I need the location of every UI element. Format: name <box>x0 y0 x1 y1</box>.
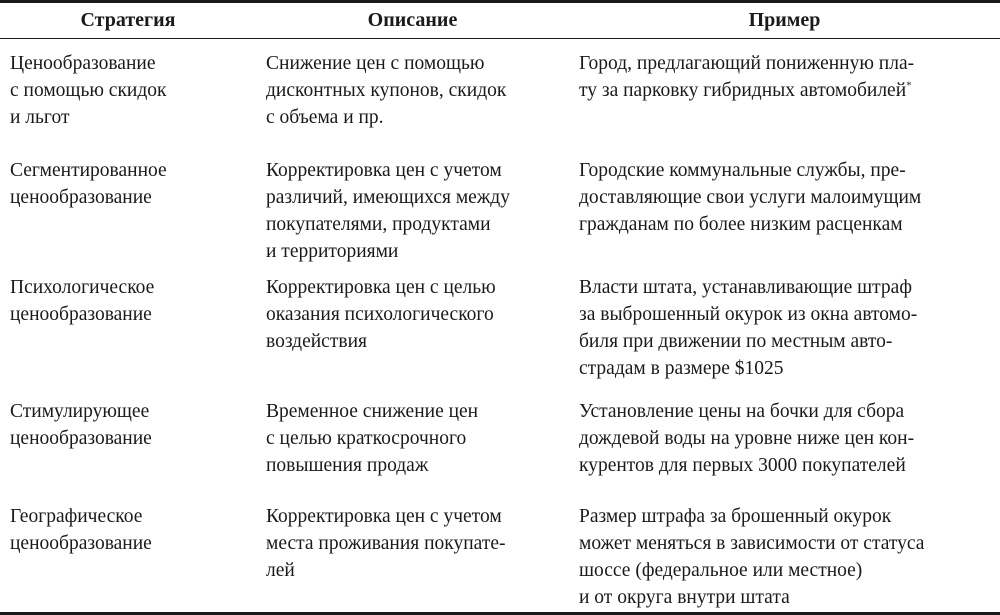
cell-line: курентов для первых 3000 покупателей <box>579 455 906 476</box>
cell-line: различий, имеющихся между <box>266 187 510 208</box>
cell-line: ценообразование <box>10 533 152 554</box>
header-strategy: Стратегия <box>80 9 176 31</box>
cell-line: Географическое <box>10 506 143 527</box>
cell-line: дисконтных купонов, скидок <box>266 80 507 101</box>
cell-example <box>569 266 1000 392</box>
cell-example <box>569 149 1000 266</box>
table-header <box>0 2 1000 39</box>
cell-line: Размер штрафа за брошенный окурок <box>579 506 892 527</box>
cell-strategy <box>0 266 256 392</box>
table-row <box>0 266 1000 392</box>
cell-line: покупателями, продуктами <box>266 214 491 235</box>
cell-line: и от округа внутри штата <box>579 587 790 608</box>
cell-line: Стимулирующее <box>10 401 150 422</box>
cell-description <box>256 495 569 614</box>
cell-line: может меняться в зависимости от статуса <box>579 533 925 554</box>
cell-example <box>569 39 1000 150</box>
cell-line: Корректировка цен с учетом <box>266 160 502 181</box>
cell-line: доставляющие свои услуги малоимущим <box>579 187 922 208</box>
cell-line <box>579 77 1000 104</box>
cell-line: воздействия <box>266 331 367 352</box>
cell-description <box>256 392 569 495</box>
cell-line: и льгот <box>10 107 70 128</box>
cell-line: Корректировка цен с целью <box>266 277 496 298</box>
cell-line: Установление цены на бочки для сбора <box>579 401 905 422</box>
cell-line: с помощью скидок <box>10 80 167 101</box>
cell-line: и территориями <box>266 241 399 262</box>
cell-line: гражданам по более низким расценкам <box>579 214 903 235</box>
table-body <box>0 39 1000 614</box>
cell-strategy <box>0 149 256 266</box>
cell-line: страдам в размере $1025 <box>579 358 784 379</box>
table-row <box>0 39 1000 150</box>
table-row <box>0 392 1000 495</box>
cell-line: Город, предлагающий пониженную пла- <box>579 53 915 74</box>
cell-line: Ценообразование <box>10 53 156 74</box>
cell-description <box>256 266 569 392</box>
cell-line: ценообразование <box>10 304 152 325</box>
cell-line: Корректировка цен с учетом <box>266 506 502 527</box>
cell-line: повышения продаж <box>266 455 429 476</box>
cell-line: Временное снижение цен <box>266 401 479 422</box>
cell-line: Сегментированное <box>10 160 167 181</box>
cell-line: оказания психологического <box>266 304 494 325</box>
cell-example <box>569 392 1000 495</box>
cell-line: Снижение цен с помощью <box>266 53 485 74</box>
cell-description <box>256 149 569 266</box>
cell-line: биля при движении по местным авто- <box>579 331 893 352</box>
cell-line: Городские коммунальные службы, пре- <box>579 160 906 181</box>
cell-line: за выброшенный окурок из окна автомо- <box>579 304 918 325</box>
cell-strategy <box>0 39 256 150</box>
header-row <box>0 2 1000 39</box>
cell-line: с целью краткосрочного <box>266 428 467 449</box>
cell-line: Психологическое <box>10 277 155 298</box>
cell-line: лей <box>266 560 295 581</box>
cell-example <box>569 495 1000 614</box>
cell-line: шоссе (федеральное или местное) <box>579 560 863 581</box>
cell-line-text: ту за парковку гибридных автомобилей <box>579 80 907 101</box>
header-description: Описание <box>367 9 458 31</box>
cell-line: ценообразование <box>10 187 152 208</box>
cell-line: дождевой воды на уровне ниже цен кон- <box>579 428 915 449</box>
cell-description <box>256 39 569 150</box>
cell-line: с объема и пр. <box>266 107 384 128</box>
header-example: Пример <box>748 9 821 31</box>
footnote-mark: * <box>906 79 912 92</box>
cell-strategy <box>0 392 256 495</box>
table-row <box>0 149 1000 266</box>
cell-strategy <box>0 495 256 614</box>
table-row <box>0 495 1000 614</box>
cell-line: места проживания покупате- <box>266 533 506 554</box>
cell-line: Власти штата, устанавливающие штраф <box>579 277 912 298</box>
cell-line: ценообразование <box>10 428 152 449</box>
